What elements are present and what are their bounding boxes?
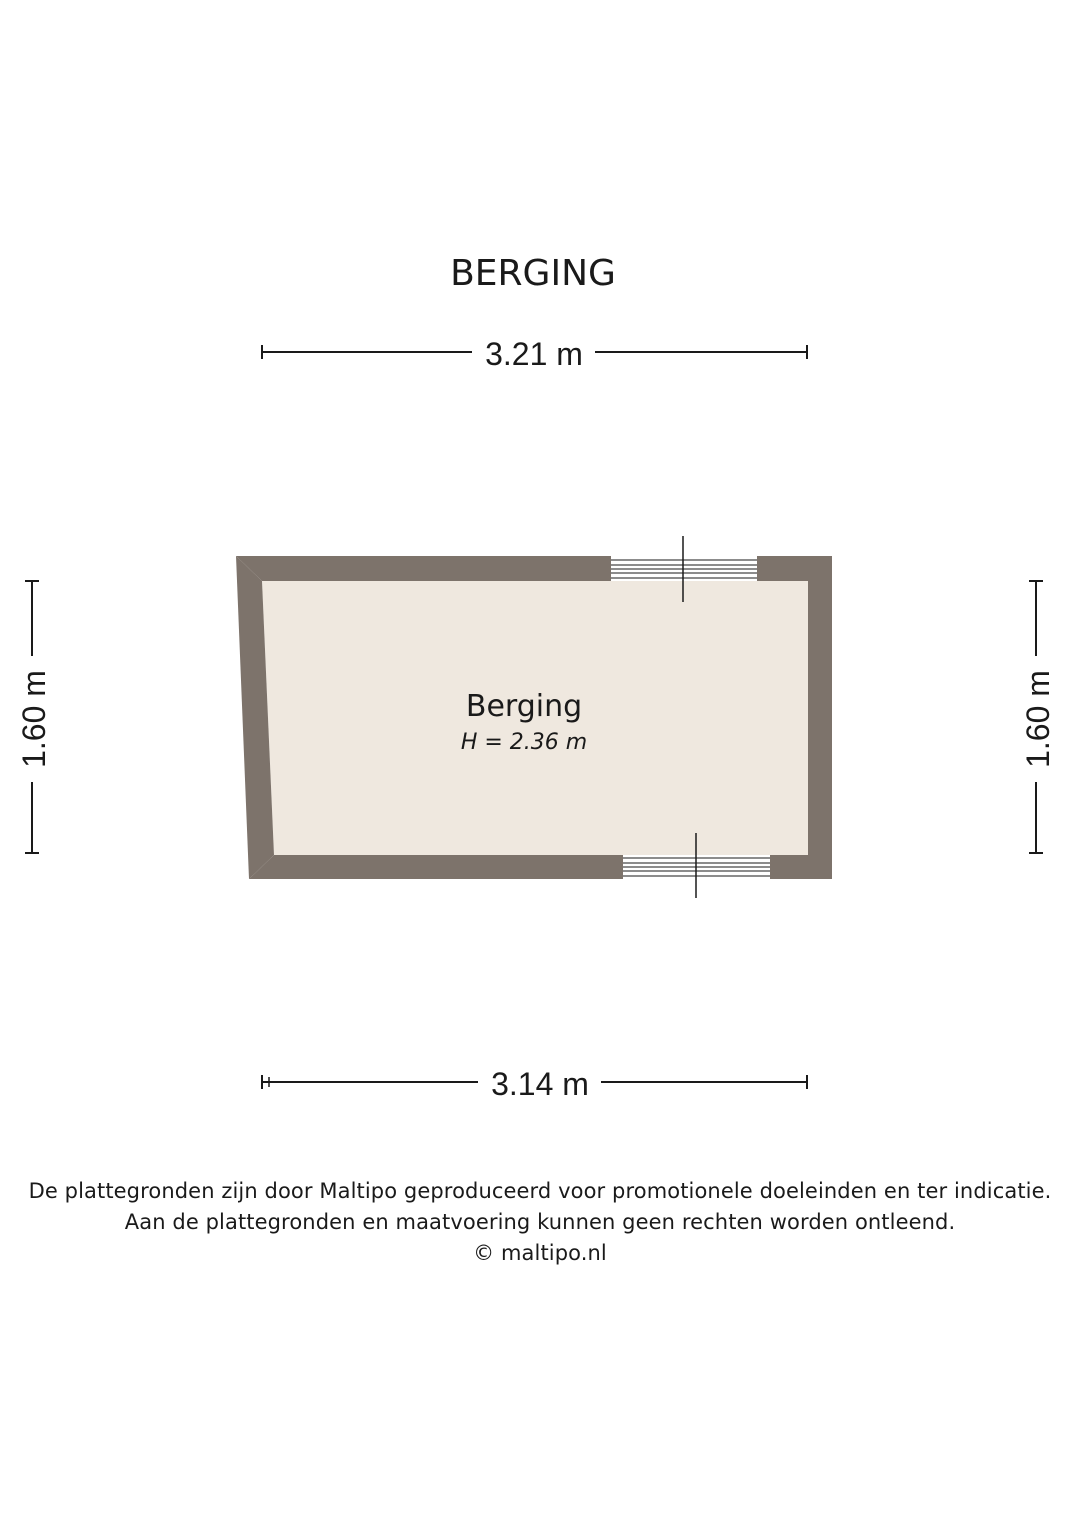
disclaimer xyxy=(0,1176,1080,1269)
dimension-right-label: 1.60 m xyxy=(1020,670,1056,768)
room-name: Berging xyxy=(465,689,583,724)
dimension-top xyxy=(262,336,807,372)
plan-title: BERGING xyxy=(450,253,616,294)
dimension-top-label: 3.21 m xyxy=(485,336,583,372)
disclaimer-line-2: Aan de plattegronden en maatvoering kunnen geen rechten worden ontleend. xyxy=(124,1210,956,1234)
disclaimer-line-1: De plattegronden zijn door Maltipo geproduceerd voor promotionele doeleinden en ter indicatie. xyxy=(28,1179,1052,1203)
copyright-notice: © maltipo.nl xyxy=(473,1241,607,1265)
wall-bottom-left xyxy=(249,855,623,879)
room-height: H = 2.36 m xyxy=(460,730,588,755)
dimension-bottom-label: 3.14 m xyxy=(491,1066,589,1102)
wall-top-left xyxy=(236,556,611,581)
dimension-left-label: 1.60 m xyxy=(16,670,52,768)
dimension-bottom xyxy=(262,1066,807,1102)
wall-right xyxy=(808,556,832,879)
dimension-left xyxy=(16,581,52,853)
dimension-right xyxy=(1020,581,1056,853)
wall-bottom-right xyxy=(770,855,832,879)
